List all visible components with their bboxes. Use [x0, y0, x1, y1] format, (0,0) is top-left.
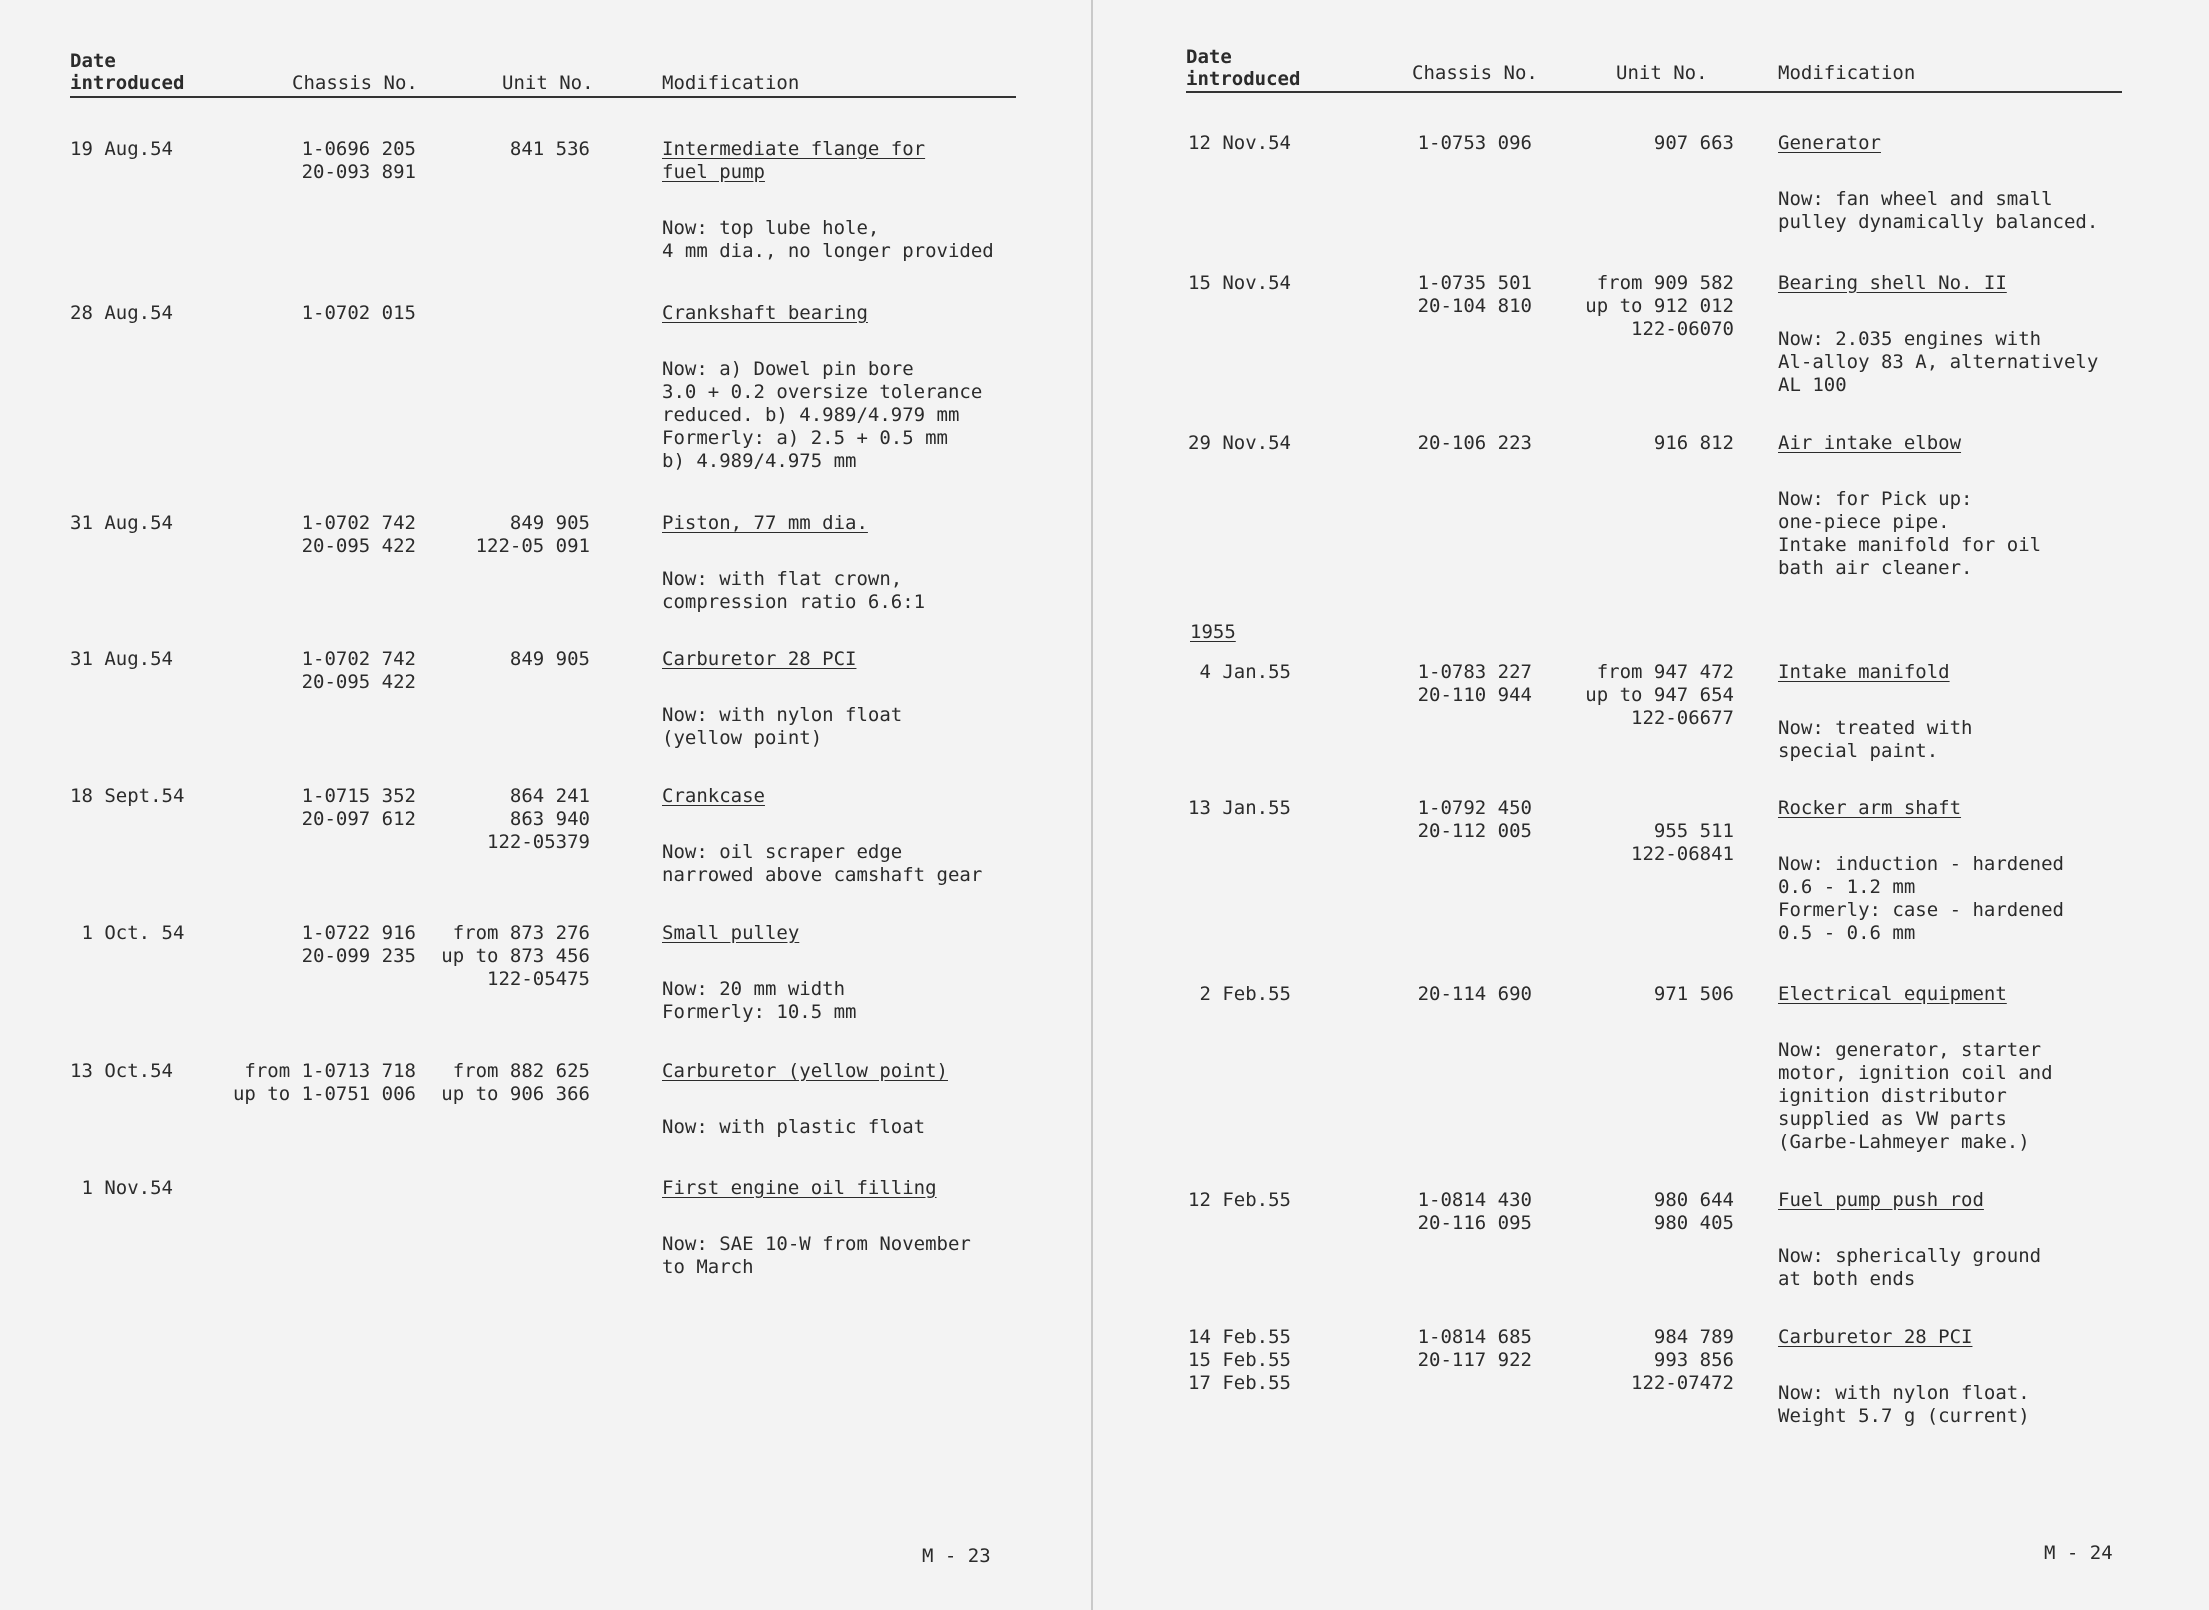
modification-description [662, 217, 994, 263]
header-rule [1186, 91, 2122, 93]
chassis-cell-line: 1-0792 450 [1417, 797, 1532, 819]
chassis-cell-line: 20-104 810 [1417, 295, 1532, 317]
unit-cell [330, 922, 590, 991]
modification-description-line: Now: SAE 10-W from November [662, 1233, 971, 1255]
modification-description-line: (yellow point) [662, 727, 823, 749]
modification-description-line: pulley dynamically balanced. [1778, 211, 2099, 233]
unit-cell-line: 122-05379 [487, 831, 590, 853]
modification-description-line: ignition distributor [1778, 1085, 2007, 1107]
modification-title-line: Fuel pump push rod [1778, 1189, 1984, 1211]
unit-cell-line: 122-05 091 [475, 535, 590, 557]
unit-cell [1474, 983, 1734, 1006]
modification-title [662, 138, 925, 184]
chassis-cell-line: 1-0715 352 [301, 785, 416, 807]
chassis-cell-line: from 1-0713 718 [244, 1060, 416, 1082]
modification-description-line: Now: generator, starter [1778, 1039, 2042, 1061]
modification-title-line: Small pulley [662, 922, 800, 944]
modification-description-line: Now: induction - hardened [1778, 853, 2064, 875]
modification-description-line: Now: top lube hole, [662, 217, 880, 239]
modification-title-line: Generator [1778, 132, 1881, 154]
modification-description-line: Formerly: 10.5 mm [662, 1001, 857, 1023]
modification-description-line: Now: spherically ground [1778, 1245, 2042, 1267]
modification-title [662, 922, 799, 945]
date-cell-line: 1 Nov.54 [70, 1177, 173, 1199]
unit-cell-line: 122-06070 [1631, 318, 1734, 340]
modification-description-line: at both ends [1778, 1268, 1916, 1290]
header-rule [70, 96, 1016, 98]
unit-cell-line: up to 906 366 [441, 1083, 590, 1105]
unit-cell [1474, 797, 1734, 866]
modification-description-line: Now: oil scraper edge [662, 841, 903, 863]
modification-description [1778, 717, 1972, 763]
modification-title [1778, 1326, 1972, 1349]
modification-description [1778, 853, 2064, 945]
modification-description-line: b) 4.989/4.975 mm [662, 450, 857, 472]
chassis-cell-line: 20-095 422 [301, 535, 416, 557]
date-cell-line: 12 Feb.55 [1188, 1189, 1291, 1211]
modification-description [662, 1116, 925, 1139]
unit-cell [1474, 132, 1734, 155]
modification-description-line: Formerly: a) 2.5 + 0.5 mm [662, 427, 948, 449]
modification-title-line: Carburetor (yellow point) [662, 1060, 948, 1082]
unit-cell-line: 122-06677 [1631, 707, 1734, 729]
modification-description-line: 3.0 + 0.2 oversize tolerance [662, 381, 983, 403]
modification-description-line: compression ratio 6.6:1 [662, 591, 926, 613]
unit-cell-line: 849 905 [509, 512, 590, 534]
unit-cell-line: 849 905 [509, 648, 590, 670]
modification-description [662, 704, 902, 750]
modification-description-line: Now: with plastic float [662, 1116, 926, 1138]
date-cell-line: 2 Feb.55 [1188, 983, 1291, 1005]
chassis-cell-line: 20-112 005 [1417, 820, 1532, 842]
modification-description-line: AL 100 [1778, 374, 1847, 396]
modification-title [1778, 272, 2007, 295]
unit-cell-line: 971 506 [1653, 983, 1734, 1005]
modification-description [1778, 488, 2041, 580]
modification-description-line: special paint. [1778, 740, 1939, 762]
modification-title-line: Rocker arm shaft [1778, 797, 1962, 819]
unit-cell-line: 863 940 [509, 808, 590, 830]
modification-title [1778, 132, 1881, 155]
date-cell [70, 1177, 173, 1200]
unit-cell [330, 785, 590, 854]
date-cell-line: 12 Nov.54 [1188, 132, 1291, 154]
modification-title-line: fuel pump [662, 161, 765, 183]
modification-description [662, 978, 856, 1024]
page-number: M - 24 [2044, 1542, 2113, 1564]
modification-description-line: 0.6 - 1.2 mm [1778, 876, 1916, 898]
header-date: Date introduced [70, 50, 185, 94]
unit-cell-line: 907 663 [1653, 132, 1734, 154]
header-modification: Modification [1778, 62, 1916, 84]
unit-cell-line: up to 947 654 [1585, 684, 1734, 706]
modification-title-line: Intermediate flange for [662, 138, 926, 160]
unit-cell [1474, 661, 1734, 730]
chassis-cell-line: 1-0753 096 [1417, 132, 1532, 154]
modification-description [1778, 1245, 2041, 1291]
chassis-cell-line: up to 1-0751 006 [232, 1083, 416, 1105]
modification-description-line: motor, ignition coil and [1778, 1062, 2053, 1084]
modification-description-line: Intake manifold for oil [1778, 534, 2042, 556]
modification-description-line: Now: 2.035 engines with [1778, 328, 2042, 350]
modification-title [1778, 661, 1950, 684]
date-cell-line: 28 Aug.54 [70, 302, 173, 324]
date-cell-line: 15 Nov.54 [1188, 272, 1291, 294]
modification-description-line: one-piece pipe. [1778, 511, 1950, 533]
chassis-cell-line: 20-097 612 [301, 808, 416, 830]
chassis-cell-line: 20-117 922 [1417, 1349, 1532, 1371]
modification-title-line: Carburetor 28 PCI [662, 648, 857, 670]
modification-title-line: Piston, 77 mm dia. [662, 512, 868, 534]
modification-description-line: Weight 5.7 g (current) [1778, 1405, 2030, 1427]
modification-title [1778, 432, 1961, 455]
chassis-cell-line: 20-095 422 [301, 671, 416, 693]
unit-cell [330, 1060, 590, 1106]
modification-description-line: narrowed above camshaft gear [662, 864, 983, 886]
modification-description-line: bath air cleaner. [1778, 557, 1973, 579]
unit-cell-line [1474, 797, 1734, 820]
modification-title [662, 1177, 937, 1200]
modification-description [1778, 1382, 2030, 1428]
chassis-cell-line: 20-093 891 [301, 161, 416, 183]
center-fold [1091, 0, 1093, 1610]
modification-title-line: Air intake elbow [1778, 432, 1962, 454]
unit-cell-line: 122-06841 [1631, 843, 1734, 865]
unit-cell-line: 122-07472 [1631, 1372, 1734, 1394]
header-chassis: Chassis No. [292, 72, 418, 94]
date-cell-line: 31 Aug.54 [70, 648, 173, 670]
chassis-cell-line: 1-0722 916 [301, 922, 416, 944]
modification-title [1778, 1189, 1984, 1212]
chassis-cell-line: 1-0696 205 [301, 138, 416, 160]
unit-cell-line: up to 873 456 [441, 945, 590, 967]
modification-title [662, 512, 868, 535]
modification-description-line: Now: for Pick up: [1778, 488, 1973, 510]
modification-description [662, 1233, 971, 1279]
modification-description-line: Now: with nylon float. [1778, 1382, 2030, 1404]
modification-description [1778, 1039, 2053, 1154]
modification-title-line: Electrical equipment [1778, 983, 2007, 1005]
header-date: Date introduced [1186, 46, 1301, 90]
chassis-cell-line: 20-099 235 [301, 945, 416, 967]
chassis-cell-line: 20-116 095 [1417, 1212, 1532, 1234]
modification-title-line: First engine oil filling [662, 1177, 937, 1199]
modification-title [662, 648, 856, 671]
left-page [0, 0, 1090, 1610]
modification-description-line: Al-alloy 83 A, alternatively [1778, 351, 2099, 373]
modification-title-line: Bearing shell No. II [1778, 272, 2007, 294]
date-cell-line: 13 Oct.54 [70, 1060, 173, 1082]
chassis-cell-line: 1-0783 227 [1417, 661, 1532, 683]
unit-cell-line: 980 644 [1653, 1189, 1734, 1211]
header-unit: Unit No. [502, 72, 594, 94]
modification-title-line: Intake manifold [1778, 661, 1950, 683]
modification-description [662, 568, 925, 614]
chassis-cell-line: 1-0702 015 [301, 302, 416, 324]
unit-cell [330, 648, 590, 671]
page-number: M - 23 [922, 1545, 991, 1567]
unit-cell-line: 955 511 [1653, 820, 1734, 842]
modification-title-line: Crankshaft bearing [662, 302, 868, 324]
modification-description [662, 358, 982, 473]
date-cell-line: 13 Jan.55 [1188, 797, 1291, 819]
modification-description [662, 841, 982, 887]
modification-description-line: Now: fan wheel and small [1778, 188, 2053, 210]
unit-cell-line: 864 241 [509, 785, 590, 807]
modification-description-line: 4 mm dia., no longer provided [662, 240, 994, 262]
unit-cell-line: 980 405 [1653, 1212, 1734, 1234]
date-cell-line: 4 Jan.55 [1188, 661, 1291, 683]
unit-cell-line: 993 856 [1653, 1349, 1734, 1371]
chassis-cell-line: 1-0814 685 [1417, 1326, 1532, 1348]
modification-title [1778, 797, 1961, 820]
modification-description-line: reduced. b) 4.989/4.979 mm [662, 404, 960, 426]
modification-title [662, 1060, 948, 1083]
modification-description-line: Now: with nylon float [662, 704, 903, 726]
date-cell-line: 15 Feb.55 [1188, 1349, 1291, 1371]
header-chassis: Chassis No. [1412, 62, 1538, 84]
unit-cell [1474, 1326, 1734, 1395]
unit-cell-line: 984 789 [1653, 1326, 1734, 1348]
chassis-cell [156, 302, 416, 325]
date-cell-line: 18 Sept.54 [70, 785, 185, 807]
modification-title-line: Carburetor 28 PCI [1778, 1326, 1973, 1348]
unit-cell-line: from 909 582 [1596, 272, 1734, 294]
modification-description [1778, 328, 2098, 397]
right-page [1094, 0, 2209, 1610]
unit-cell [1474, 432, 1734, 455]
modification-description-line: Now: with flat crown, [662, 568, 903, 590]
unit-cell-line: 841 536 [509, 138, 590, 160]
chassis-cell-line: 20-110 944 [1417, 684, 1532, 706]
date-cell-line: 17 Feb.55 [1188, 1372, 1291, 1394]
modification-title-line: Crankcase [662, 785, 765, 807]
unit-cell [1474, 1189, 1734, 1235]
unit-cell [330, 512, 590, 558]
modification-description-line: Now: 20 mm width [662, 978, 846, 1000]
unit-cell-line: 916 812 [1653, 432, 1734, 454]
unit-cell-line: from 947 472 [1596, 661, 1734, 683]
modification-description-line: Now: treated with [1778, 717, 1973, 739]
modification-description [1778, 188, 2098, 234]
date-cell-line: 19 Aug.54 [70, 138, 173, 160]
modification-description-line: 0.5 - 0.6 mm [1778, 922, 1916, 944]
modification-description-line: Now: a) Dowel pin bore [662, 358, 914, 380]
modification-description-line: to March [662, 1256, 754, 1278]
unit-cell [330, 138, 590, 161]
header-unit: Unit No. [1616, 62, 1708, 84]
date-cell-line: 14 Feb.55 [1188, 1326, 1291, 1348]
modification-title [662, 785, 765, 808]
unit-cell-line: up to 912 012 [1585, 295, 1734, 317]
chassis-cell-line: 1-0702 742 [301, 648, 416, 670]
unit-cell-line: from 873 276 [452, 922, 590, 944]
unit-cell [1474, 272, 1734, 341]
year-heading: 1955 [1190, 621, 1236, 643]
date-cell-line: 29 Nov.54 [1188, 432, 1291, 454]
modification-title [662, 302, 868, 325]
chassis-cell-line: 1-0735 501 [1417, 272, 1532, 294]
chassis-cell-line: 20-106 223 [1417, 432, 1532, 454]
modification-title [1778, 983, 2007, 1006]
chassis-cell-line: 1-0814 430 [1417, 1189, 1532, 1211]
modification-description-line: supplied as VW parts [1778, 1108, 2007, 1130]
modification-description-line: Formerly: case - hardened [1778, 899, 2064, 921]
chassis-cell-line: 20-114 690 [1417, 983, 1532, 1005]
header-modification: Modification [662, 72, 800, 94]
chassis-cell-line: 1-0702 742 [301, 512, 416, 534]
unit-cell-line: 122-05475 [487, 968, 590, 990]
unit-cell-line: from 882 625 [452, 1060, 590, 1082]
date-cell-line: 1 Oct. 54 [70, 922, 185, 944]
modification-description-line: (Garbe-Lahmeyer make.) [1778, 1131, 2030, 1153]
date-cell-line: 31 Aug.54 [70, 512, 173, 534]
